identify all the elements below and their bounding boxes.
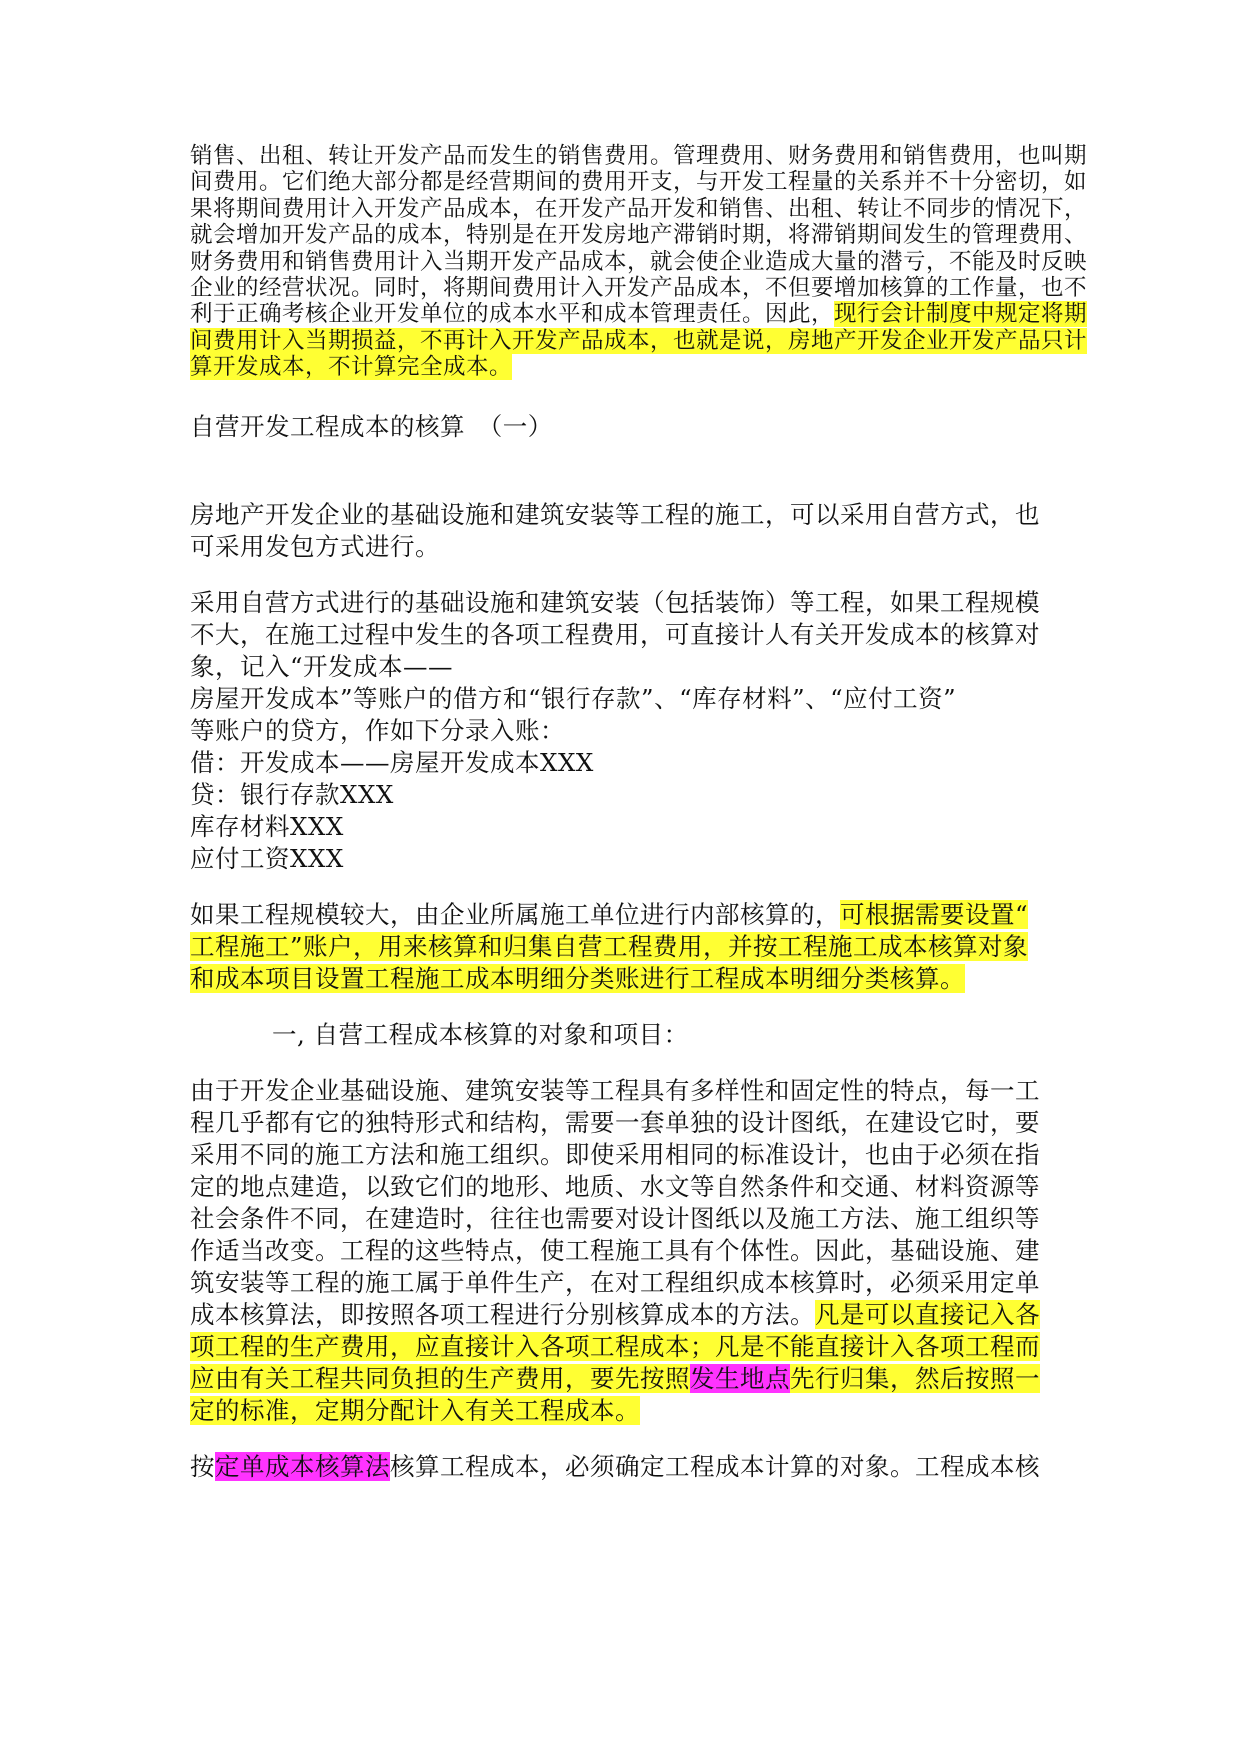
text-segment: 房地产开发企业的基础设施和建筑安装等工程的施工，可以采用自营方式，也 [190, 500, 1040, 529]
text-line [190, 1448, 1040, 1483]
text-segment: 借：开发成本——房屋开发成本XXX [190, 748, 594, 777]
text-segment: 就会增加开发产品的成本，特别是在开发房地产滞销时期，将滞销期间发生的管理费用、 [190, 222, 1088, 249]
text-segment: 企业的经营状况。同时，将期间费用计入开发产品成本，不但要增加核算的工作量，也不 [190, 275, 1088, 301]
text-line [190, 896, 1028, 931]
text-line [190, 1296, 1040, 1331]
highlight-yellow: 应由有关工程共同负担的生产费用，要先按照 [190, 1364, 690, 1393]
text-line [190, 1360, 1040, 1395]
highlight-yellow: 现行会计制度中规定将期 [834, 301, 1088, 328]
highlight-yellow: 工程施工”账户，用来核算和归集自营工程费用，并按工程施工成本核算对象 [190, 932, 1029, 961]
highlight-yellow: 先行归集，然后按照一 [790, 1364, 1040, 1393]
highlight-yellow: 项工程的生产费用，应直接计入各项工程成本；凡是不能直接计入各项工程而 [190, 1332, 1040, 1361]
text-segment: 作适当改变。工程的这些特点，使工程施工具有个体性。因此，基础设施、建 [190, 1236, 1040, 1265]
text-segment: 不大，在施工过程中发生的各项工程费用，可直接计人有关开发成本的核算对 [190, 620, 1040, 649]
text-line [190, 584, 1040, 619]
text-segment: 可采用发包方式进行。 [190, 532, 440, 561]
text-segment: 如果工程规模较大，由企业所属施工单位进行内部核算的， [190, 900, 840, 929]
highlight-yellow: 定的标准，定期分配计入有关工程成本。 [190, 1396, 640, 1425]
text-line [190, 744, 594, 779]
text-segment: 一, 自营工程成本核算的对象和项目： [272, 1020, 689, 1049]
text-segment: 等账户的贷方，作如下分录入账： [190, 716, 565, 745]
text-line [190, 1232, 1040, 1267]
text-line [190, 1328, 1040, 1363]
text-line [272, 1016, 689, 1051]
highlight-yellow: 间费用计入当期损益，不再计入开发产品成本，也就是说，房地产开发企业开发产品只计 [190, 327, 1088, 354]
text-line [190, 712, 565, 747]
text-line [190, 1168, 1040, 1203]
text-segment: 象，记入“开发成本—— [190, 652, 454, 681]
text-line [190, 648, 453, 683]
text-line [190, 928, 1028, 963]
highlight-yellow: 和成本项目设置工程施工成本明细分类账进行工程成本明细分类核算。 [190, 964, 965, 993]
text-line [190, 840, 344, 875]
text-segment: 由于开发企业基础设施、建筑安装等工程具有多样性和固定性的特点，每一工 [190, 1076, 1040, 1105]
highlight-magenta: 定单成本核算法 [215, 1452, 390, 1481]
highlight-yellow: 算开发成本，不计算完全成本。 [190, 354, 513, 381]
text-line [190, 496, 1040, 531]
text-line [190, 528, 440, 563]
text-segment: 成本核算法，即按照各项工程进行分别核算成本的方法。 [190, 1300, 815, 1329]
text-segment: 采用自营方式进行的基础设施和建筑安装（包括装饰）等工程，如果工程规模 [190, 588, 1040, 617]
highlight-yellow: 可根据需要设置“ [840, 900, 1029, 929]
text-line [190, 1104, 1040, 1139]
text-line [190, 808, 344, 843]
text-line [190, 1072, 1040, 1107]
text-line [190, 680, 956, 715]
text-segment: 定的地点建造，以致它们的地形、地质、水文等自然条件和交通、材料资源等 [190, 1172, 1040, 1201]
text-segment: 社会条件不同，在建造时，往往也需要对设计图纸以及施工方法、施工组织等 [190, 1204, 1040, 1233]
text-segment: 库存材料XXX [190, 812, 344, 841]
highlight-yellow: 凡是可以直接记入各 [815, 1300, 1040, 1329]
text-line [190, 616, 1040, 651]
text-segment: 自营开发工程成本的核算 （一） [190, 412, 553, 441]
text-line [190, 408, 553, 443]
text-segment: 采用不同的施工方法和施工组织。即使采用相同的标准设计，也由于必须在指 [190, 1140, 1040, 1169]
text-line [190, 1392, 640, 1427]
text-segment: 核算工程成本，必须确定工程成本计算的对象。工程成本核 [390, 1452, 1040, 1481]
text-segment: 销售、出租、转让开发产品而发生的销售费用。管理费用、财务费用和销售费用，也叫期 [190, 143, 1088, 169]
text-segment: 程几乎都有它的独特形式和结构，需要一套单独的设计图纸，在建设它时，要 [190, 1108, 1040, 1137]
text-segment: 按 [190, 1452, 215, 1481]
text-line [190, 349, 512, 381]
text-segment: 筑安装等工程的施工属于单件生产，在对工程组织成本核算时，必须采用定单 [190, 1268, 1040, 1297]
text-segment: 间费用。它们绝大部分都是经营期间的费用开支，与开发工程量的关系并不十分密切，如 [190, 169, 1088, 196]
text-line [190, 1264, 1040, 1299]
text-line [190, 1200, 1040, 1235]
text-segment: 贷：银行存款XXX [190, 780, 394, 809]
text-line [190, 1136, 1040, 1171]
text-line [190, 960, 965, 995]
highlight-magenta: 发生地点 [690, 1364, 790, 1393]
text-segment: 利于正确考核企业开发单位的成本水平和成本管理责任。因此， [190, 301, 835, 328]
text-line [190, 776, 394, 811]
text-segment: 房屋开发成本”等账户的借方和“银行存款”、“库存材料”、“应付工资” [190, 684, 957, 713]
text-segment: 果将期间费用计入开发产品成本，在开发产品开发和销售、出租、转让不同步的情况下， [190, 195, 1088, 222]
text-segment: 应付工资XXX [190, 844, 344, 873]
text-segment: 财务费用和销售费用计入当期开发产品成本，就会使企业造成大量的潜亏，不能及时反映 [190, 248, 1088, 275]
